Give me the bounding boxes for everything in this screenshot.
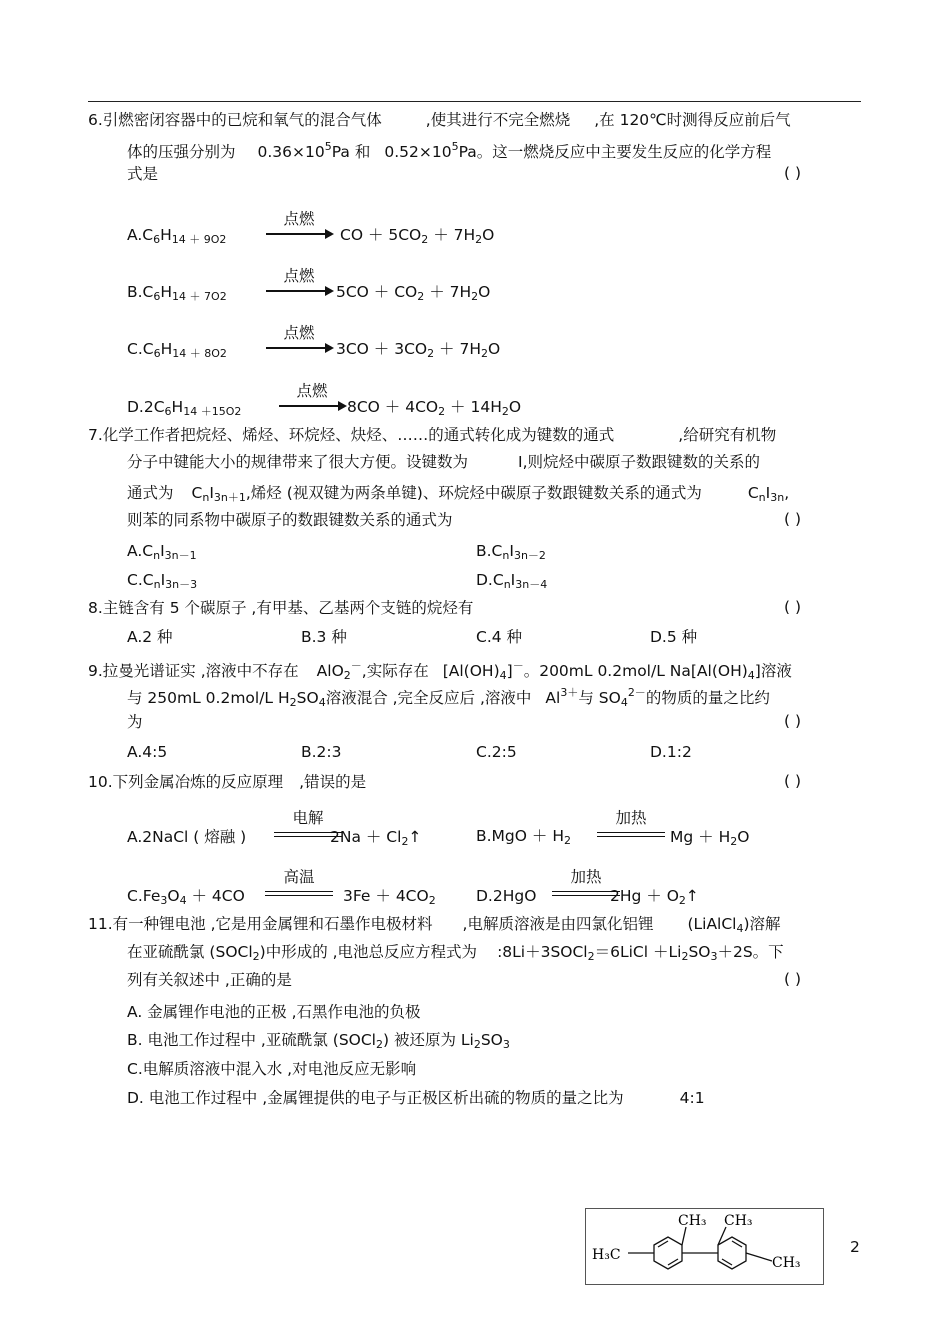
q9-line2: 与 250mL 0.2mol/L $H_2SO_4$溶液混合 ,完全反应后 ,溶液中 $Al^{3+}$与 $SO_4^{2-}$的物质的量之比约 xyxy=(127,686,770,709)
q10-option-d: D.2HgO xyxy=(476,887,537,905)
q11-option-a: A. 金属锂作电池的正极 ,石黑作电池的负极 xyxy=(127,1003,421,1021)
q6-line1: 6.引燃密闭容器中的已烷和氧气的混合气体 ,使其进行不完全燃烧 ,在 120℃时测得反应前后气 xyxy=(88,111,791,129)
q7-line4: 则苯的同系物中碳原子的数跟键数关系的通式为 xyxy=(127,511,453,529)
q9-line3: 为 xyxy=(127,713,143,731)
q8-option-a: A.2 种 xyxy=(127,628,173,646)
q11-option-b: B. 电池工作过程中 ,亚硫酰氯 (SOCl$_2$) 被还原为 $Li_2SO_3$ xyxy=(127,1031,510,1051)
h3c-label-left: H₃C xyxy=(592,1247,621,1263)
q7-option-a: $A.C_nI_{3n-1}$ xyxy=(127,542,197,562)
q7-line3: 通式为 $C_nI_{3n+1}$,烯烃 (视双键为两条单键)、环烷烃中碳原子数跟键数关系的通式为 $C_nI_{3n}$, xyxy=(127,484,790,504)
q11-option-c: C.电解质溶液中混入水 ,对电池反应无影响 xyxy=(127,1060,417,1078)
q7-option-d: $D.C_nI_{3n-4}$ xyxy=(476,571,548,591)
q6-option-b: $B.C_6H_{14 + 7O2}$ xyxy=(127,283,227,303)
q9-option-a: A.4:5 xyxy=(127,743,168,761)
q9-option-b: B.2:3 xyxy=(301,743,342,761)
q6-line2: 体的压强分别为 $0.36\times 10^5Pa$ 和 $0.52\times 10^5Pa$。这一燃烧反应中主要发生反应的化学方程 xyxy=(127,140,772,161)
q8-line1: 8.主链含有 5 个碳原子 ,有甲基、乙基两个支链的烷烃有 xyxy=(88,599,474,617)
ch3-label-right: CH₃ xyxy=(772,1255,801,1271)
q9-answer-paren: ( ) xyxy=(784,712,802,730)
q7-line1: 7.化学工作者把烷烃、烯烃、环烷烃、炔烃、……的通式转化成为键数的通式 ,给研究有机物 xyxy=(88,426,777,444)
q9-option-c: C.2:5 xyxy=(476,743,517,761)
q6-option-d: $D.2C_6H_{14 +15O2}$ xyxy=(127,398,242,418)
q10-option-c-products: $3Fe + 4CO_2$ xyxy=(343,887,436,907)
q7-answer-paren: ( ) xyxy=(784,510,802,528)
q10-option-b: $B.MgO + H_2$ xyxy=(476,827,571,847)
q11-answer-paren: ( ) xyxy=(784,970,802,988)
q6-answer-paren: ( ) xyxy=(784,164,802,182)
q9-option-d: D.1:2 xyxy=(650,743,692,761)
structure-drawing xyxy=(586,1209,823,1284)
q7-option-b: $B.C_nI_{3n-2}$ xyxy=(476,542,546,562)
q6-option-a: $A.C_6H_{14 + 9O2}$ xyxy=(127,226,227,246)
q8-option-b: B.3 种 xyxy=(301,628,347,646)
q6-option-c-products: $3CO + 3CO_2 + 7H_2O$ xyxy=(336,340,501,360)
page-number: 2 xyxy=(850,1238,860,1256)
q6-option-b-products: $5CO + CO_2 + 7H_2O$ xyxy=(336,283,491,303)
q10-answer-paren: ( ) xyxy=(784,772,802,790)
q9-line1: 9.拉曼光谱证实 ,溶液中不存在 AlO$_2$－,实际存在 $[Al(OH)_4]^-$。200mL 0.2mol/L $Na[Al(OH)_4]$溶液 xyxy=(88,659,792,682)
dimethylbiphenyl-structure-figure xyxy=(585,1208,824,1285)
q11-line3: 列有关叙述中 ,正确的是 xyxy=(127,971,292,989)
q6-option-c: $C.C_6H_{14 + 8O2}$ xyxy=(127,340,227,360)
q8-option-d: D.5 种 xyxy=(650,628,698,646)
q11-option-d: D. 电池工作过程中 ,金属锂提供的电子与正极区析出硫的物质的量之比为 4:1 xyxy=(127,1089,705,1107)
header-rule xyxy=(88,101,861,102)
q10-option-a-products: $2Na + Cl_2↑$ xyxy=(330,828,422,848)
ch3-label-top-right: CH₃ xyxy=(724,1213,753,1229)
q8-answer-paren: ( ) xyxy=(784,598,802,616)
q8-option-c: C.4 种 xyxy=(476,628,523,646)
q11-line1: 11.有一种锂电池 ,它是用金属锂和石墨作电极材料 ,电解质溶液是由四氯化铝锂 (LiAlCl$_4$)溶解 xyxy=(88,915,781,935)
q10-line1: 10.下列金属冶炼的反应原理 ,错误的是 xyxy=(88,773,367,791)
q10-option-b-products: $Mg + H_2O$ xyxy=(670,828,750,848)
q10-option-d-products: $2Hg + O_2↑$ xyxy=(610,887,699,907)
q7-line2: 分子中键能大小的规律带来了很大方便。设键数为 I,则烷烃中碳原子数跟键数的关系的 xyxy=(127,453,761,471)
q6-option-a-products: CO ＋ $5CO_2 + 7H_2O$ xyxy=(340,226,495,246)
q7-option-c: $C.C_nI_{3n-3}$ xyxy=(127,571,198,591)
q11-line2: 在亚硫酰氯 (SOCl$_2$)中形成的 ,电池总反应方程式为 :8Li＋3SOCl$_2$＝6LiCl $+Li_2SO_3+2S$。下 xyxy=(127,943,784,963)
q6-option-d-products: $8CO + 4CO_2 + 14H_2O$ xyxy=(347,398,522,418)
q6-line3: 式是 xyxy=(127,165,159,183)
q10-option-c: $C.Fe_3O_4 + 4CO$ xyxy=(127,887,245,907)
ch3-label-top-left: CH₃ xyxy=(678,1213,707,1229)
q10-option-a: A.2NaCl ( 熔融 ) xyxy=(127,828,247,846)
